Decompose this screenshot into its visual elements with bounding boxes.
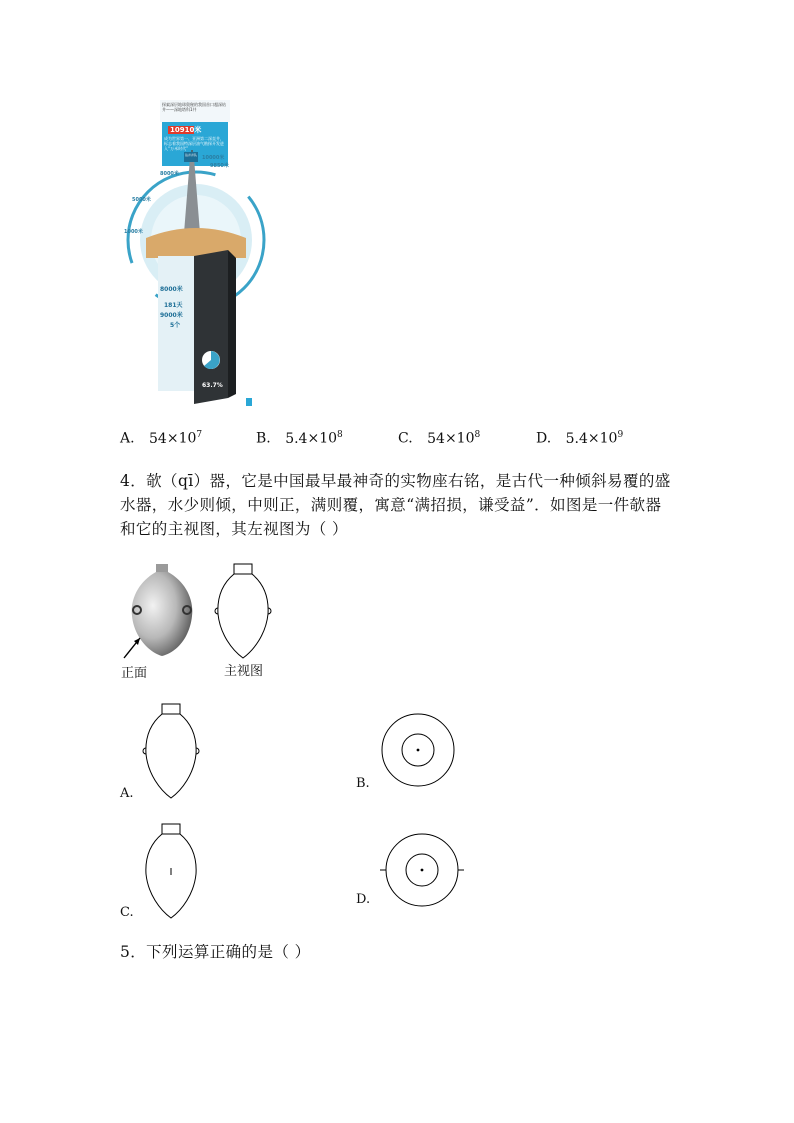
infographic — [118, 98, 268, 408]
ring-label-4: 5000米 — [132, 197, 151, 203]
option-label: C. — [398, 430, 413, 447]
option-d-shape — [380, 832, 464, 908]
ring-label-3: 8000米 — [160, 171, 179, 177]
q4-line-2: 水器，水少则倾，中则正，满则覆，寓意“满招损，谦受益”．如图是一件欹器 — [120, 496, 662, 514]
infographic-badge: 钻井井队 — [184, 153, 197, 157]
option-mantissa: 5.4 — [285, 430, 308, 447]
q4-option-c-label[interactable]: C. — [120, 905, 134, 920]
option-label: B. — [256, 430, 271, 447]
vessel-main-view-caption: 主视图 — [224, 664, 264, 679]
option-label: D. — [536, 430, 552, 447]
ring-label-2: 9850米 — [210, 163, 229, 169]
left-col-2: 181天 — [164, 302, 183, 309]
q3-option-d[interactable]: D. $5.4\times 10^9$ — [536, 430, 624, 447]
q4-option-a-figure[interactable] — [140, 700, 202, 800]
ring-label-5: 1000米 — [124, 229, 143, 235]
option-b-shape — [380, 712, 456, 788]
q4-option-c-figure[interactable] — [140, 820, 202, 920]
depth-unit: 米 — [194, 126, 202, 134]
infographic-depth-value — [170, 125, 201, 135]
q5-text: 5．下列运算正确的是（ ） — [120, 943, 311, 961]
left-col-1: 8000米 — [160, 286, 183, 293]
vessel-photo-caption: 正面 — [121, 666, 148, 681]
vessel-main-view — [212, 562, 274, 662]
depth-number: 10910 — [170, 126, 195, 134]
option-c-shape — [140, 820, 202, 920]
option-mantissa: 54 — [149, 430, 167, 447]
left-col-3: 9000米 — [160, 312, 183, 319]
q4-option-b-label[interactable]: B. — [356, 776, 370, 791]
ring-label-1: 10000米 — [202, 155, 225, 161]
option-label: A. — [120, 430, 135, 447]
option-exponent: 7 — [196, 430, 203, 440]
option-exponent: 9 — [617, 430, 624, 440]
left-col-4: 5个 — [170, 322, 181, 329]
infographic-top-text: 探索深层地球奥秘的我国首口超深钻井——深地塔科1井 — [162, 102, 226, 112]
vessel-photo — [120, 560, 200, 660]
infographic-desc-text: 成为世界第一、亚洲第二深直井，标志着我国特深层油气勘探开发进入“万米时代” — [164, 136, 224, 151]
q3-option-a[interactable]: A. $54\times 10^7$ — [120, 430, 203, 447]
infographic-percent: 63.7% — [202, 382, 223, 389]
q4-option-d-figure[interactable] — [380, 832, 464, 908]
q4-option-b-figure[interactable] — [380, 712, 456, 788]
q4-line-1: 4．欹（qī）器，它是中国最早最神奇的实物座右铭，是古代一种倾斜易覆的盛 — [120, 472, 671, 490]
q4-line-3: 和它的主视图，其左视图为（ ） — [120, 520, 348, 538]
option-a-shape — [140, 700, 202, 800]
option-exponent: 8 — [474, 430, 481, 440]
option-mantissa: 54 — [427, 430, 445, 447]
q3-option-b[interactable]: B. $5.4\times 10^8$ — [256, 430, 343, 447]
q3-option-c[interactable]: C. $54\times 10^8$ — [398, 430, 481, 447]
q4-option-a-label[interactable]: A. — [120, 786, 134, 801]
option-exponent: 8 — [337, 430, 343, 440]
option-mantissa: 5.4 — [565, 430, 588, 447]
q4-option-d-label[interactable]: D. — [356, 892, 371, 907]
